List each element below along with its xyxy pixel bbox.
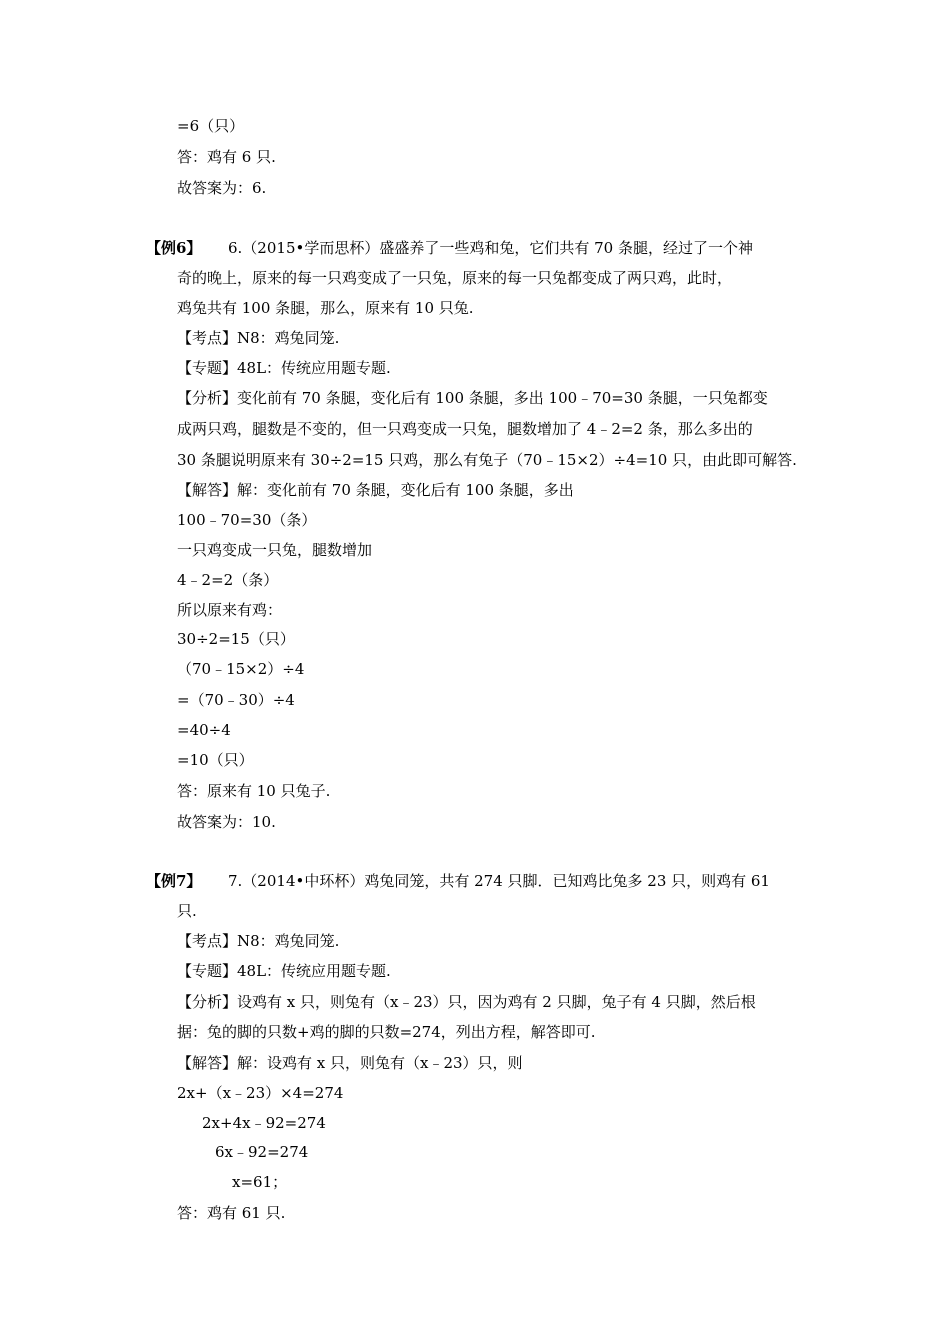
- example-7-equation-line: x=61；: [232, 1173, 288, 1191]
- example-7-question-line: 只.: [177, 902, 197, 920]
- carryover-line: =6（只）: [177, 117, 245, 135]
- example-6-question-line: 鸡兔共有 100 条腿，那么，原来有 10 只兔.: [177, 299, 474, 317]
- example-6-jieda-line: =（70﹣30）÷4: [177, 691, 295, 709]
- example-6-question-line: 6.（2015•学而思杯）盛盛养了一些鸡和兔，它们共有 70 条腿，经过了一个神: [228, 239, 753, 257]
- example-6-jieda-line: 100﹣70=30（条）: [177, 511, 317, 529]
- example-6-fenxi-line: 30 条腿说明原来有 30÷2=15 只鸡，那么有兔子（70﹣15×2）÷4=10 只，由此即可解答.: [177, 451, 797, 469]
- example-7-zhuanti: 【专题】48L：传统应用题专题.: [177, 962, 391, 980]
- example-7-tag: 【例7】: [146, 872, 202, 890]
- carryover-final: 故答案为：6.: [177, 179, 267, 197]
- example-6-answer: 答：原来有 10 只兔子.: [177, 782, 331, 800]
- example-6-zhuanti: 【专题】48L：传统应用题专题.: [177, 359, 391, 377]
- example-6-jieda-line: 所以原来有鸡：: [177, 601, 283, 619]
- example-6-question-line: 奇的晚上，原来的每一只鸡变成了一只兔，原来的每一只兔都变成了两只鸡，此时，: [177, 269, 733, 287]
- example-6-jieda-line: 一只鸡变成一只兔，腿数增加: [177, 541, 373, 559]
- example-7-jieda-line: 【解答】解：设鸡有 x 只，则兔有（x﹣23）只，则: [177, 1054, 523, 1072]
- example-7-fenxi-line: 据：兔的脚的只数+鸡的脚的只数=274，列出方程，解答即可.: [177, 1023, 596, 1041]
- example-7-question-line: 7.（2014•中环杯）鸡兔同笼，共有 274 只脚．已知鸡比兔多 23 只，则鸡有 61: [228, 872, 770, 890]
- example-6-jieda-line: 4﹣2=2（条）: [177, 571, 279, 589]
- carryover-answer: 答：鸡有 6 只.: [177, 148, 276, 166]
- example-6-fenxi-line: 成两只鸡，腿数是不变的，但一只鸡变成一只兔，腿数增加了 4﹣2=2 条，那么多出的: [177, 420, 753, 438]
- example-6-jieda-line: 30÷2=15（只）: [177, 630, 295, 648]
- example-7-equation-line: 2x+（x﹣23）×4=274: [177, 1084, 344, 1102]
- example-7-fenxi-line: 【分析】设鸡有 x 只，则兔有（x﹣23）只，因为鸡有 2 只脚，兔子有 4 只脚，然后根: [177, 993, 756, 1011]
- example-6-jieda-line: =40÷4: [177, 721, 231, 739]
- example-6-fenxi-line: 【分析】变化前有 70 条腿，变化后有 100 条腿，多出 100﹣70=30 条腿，一只兔都变: [177, 389, 768, 407]
- example-7-equation-line: 2x+4x﹣92=274: [202, 1114, 326, 1132]
- example-6-jieda-line: （70﹣15×2）÷4: [177, 660, 305, 678]
- example-7-answer: 答：鸡有 61 只.: [177, 1204, 286, 1222]
- example-6-kaodian: 【考点】N8：鸡兔同笼.: [177, 329, 340, 347]
- example-6-jieda-line: 【解答】解：变化前有 70 条腿，变化后有 100 条腿，多出: [177, 481, 574, 499]
- example-6-tag: 【例6】: [146, 239, 202, 257]
- example-7-kaodian: 【考点】N8：鸡兔同笼.: [177, 932, 340, 950]
- example-6-jieda-line: =10（只）: [177, 751, 254, 769]
- example-6-final: 故答案为：10.: [177, 813, 276, 831]
- example-7-equation-line: 6x﹣92=274: [215, 1143, 309, 1161]
